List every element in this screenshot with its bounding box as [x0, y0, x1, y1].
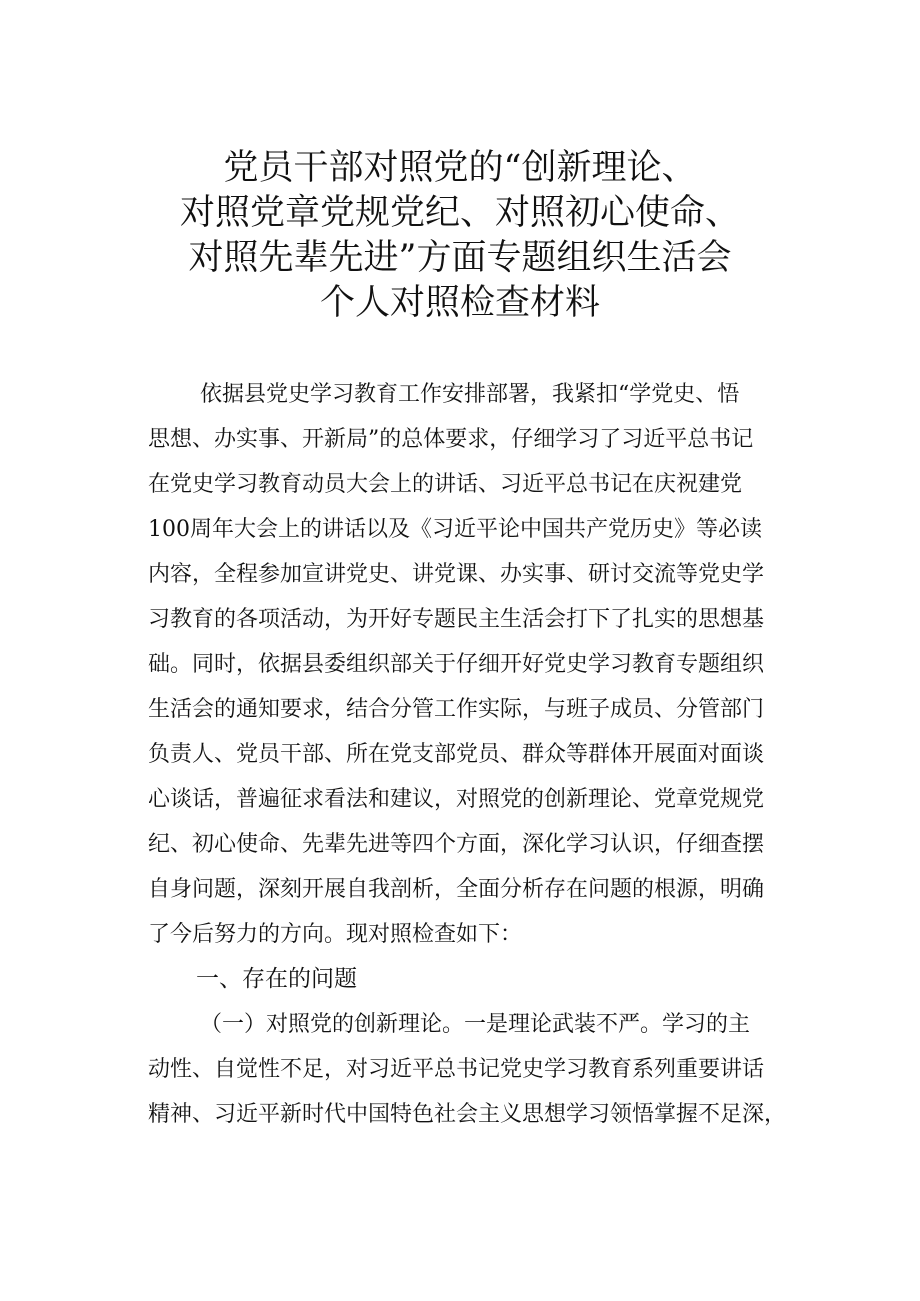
intro-paragraph-line: 依据县党史学习教育工作安排部署，我紧扣“学党史、悟	[200, 382, 740, 407]
section-paragraph-line: 精神、习近平新时代中国特色社会主义思想学习领悟掌握不足深，	[148, 1102, 787, 1127]
document-body	[148, 372, 798, 1137]
intro-paragraph-line: 习教育的各项活动，为开好专题民主生活会打下了扎实的思想基	[148, 607, 765, 632]
intro-paragraph-line: 础。同时，依据县委组织部关于仔细开好党史学习教育专题组织	[148, 652, 765, 677]
intro-paragraph-line: 在党史学习教育动员大会上的讲话、习近平总书记在庆祝建党	[148, 472, 743, 497]
intro-paragraph-line: 思想、办实事、开新局”的总体要求，仔细学习了习近平总书记	[148, 427, 754, 452]
document-title	[0, 146, 920, 326]
section-paragraph-line: 动性、自觉性不足，对习近平总书记党史学习教育系列重要讲话	[148, 1057, 765, 1082]
section-heading: 一、存在的问题	[196, 966, 357, 992]
intro-paragraph-line: 负责人、党员干部、所在党支部党员、群众等群体开展面对面谈	[148, 742, 765, 767]
intro-paragraph-line: 自身问题，深刻开展自我剖析，全面分析存在问题的根源，明确	[148, 877, 765, 902]
title-line: 对照党章党规党纪、对照初心使命、	[179, 193, 740, 233]
title-line: 对照先辈先进”方面专题组织生活会	[188, 238, 732, 278]
intro-paragraph-line: 内容，全程参加宣讲党史、讲党课、办实事、研讨交流等党史学	[148, 562, 765, 587]
intro-paragraph-line: 纪、初心使命、先辈先进等四个方面，深化学习认识，仔细查摆	[148, 832, 765, 857]
intro-paragraph-line: 100周年大会上的讲话以及《习近平论中国共产党历史》等必读	[148, 517, 762, 542]
intro-paragraph-line: 生活会的通知要求，结合分管工作实际，与班子成员、分管部门	[148, 697, 765, 722]
title-line: 个人对照检查材料	[319, 283, 600, 323]
intro-paragraph-line: 了今后努力的方向。现对照检查如下：	[148, 922, 523, 947]
intro-paragraph-line: 心谈话，普遍征求看法和建议，对照党的创新理论、党章党规党	[148, 787, 765, 812]
section-paragraph-line: （一）对照党的创新理论。一是理论武装不严。学习的主	[200, 1012, 751, 1037]
title-line: 党员干部对照党的“创新理论、	[223, 148, 697, 188]
